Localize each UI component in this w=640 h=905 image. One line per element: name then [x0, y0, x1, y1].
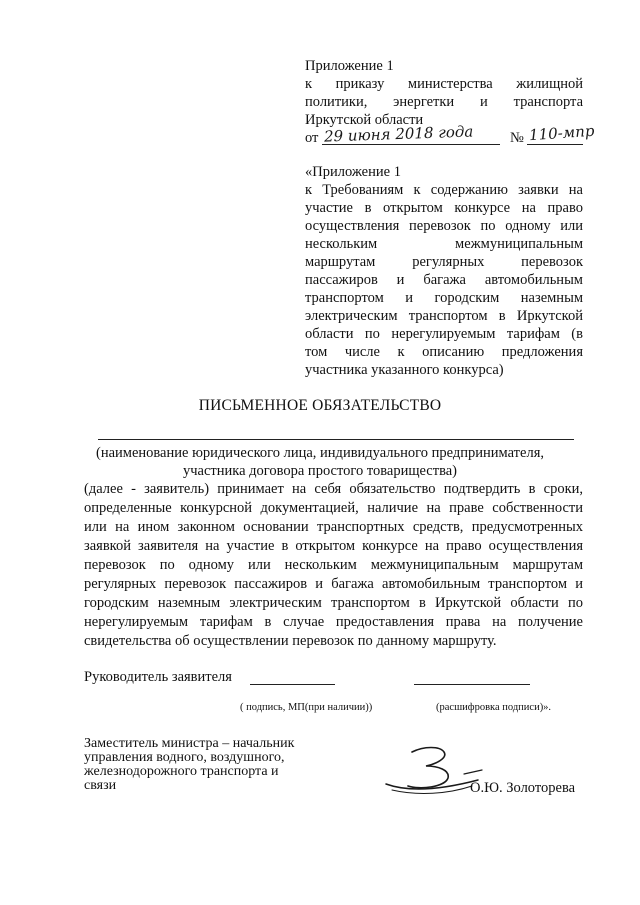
body-line-8: нерегулируемым тарифам в случае предоставления права на получение: [84, 614, 583, 630]
appendix2-line-1: к Требованиям к содержанию заявки на: [305, 182, 583, 198]
appendix2-line-8: электрическим транспортом в Иркутской: [305, 308, 583, 324]
body-line-1: (далее - заявитель) принимает на себя обязательство подтвердить в сроки,: [84, 481, 583, 497]
official-position-line-3: железнодорожного транспорта и: [84, 764, 279, 779]
appendix2-last-line: участника указанного конкурса): [305, 362, 504, 378]
body-line-7: городским наземным электрическим транспортом в Иркутской области по: [84, 595, 583, 611]
appendix2-line-6: пассажиров и багажа автомобильным: [305, 272, 583, 288]
decoding-line: [414, 684, 530, 685]
appendix1-last-line: Иркутской области: [305, 112, 424, 128]
applicant-head-label: Руководитель заявителя: [84, 669, 232, 685]
signature-line: [250, 684, 335, 685]
body-line-5: перевозок по одному или нескольким межмуниципальным маршрутам: [84, 557, 583, 573]
appendix2-title: «Приложение 1: [305, 164, 401, 180]
decoding-caption: (расшифровка подписи)».: [436, 702, 552, 713]
appendix2-line-4: нескольким межмуниципальным: [305, 236, 583, 252]
signature-caption: ( подпись, МП(при наличии)): [240, 702, 373, 713]
appendix2-line-5: маршрутам регулярных перевозок: [305, 254, 583, 270]
appendix2-line-2: участие в открытом конкурсе на право: [305, 200, 583, 216]
name-caption-line-1: (наименование юридического лица, индивидуального предпринимателя,: [96, 445, 544, 461]
body-line-3: или на ином законном основании транспортных средств, предусмотренных: [84, 519, 583, 535]
body-line-6: регулярных перевозок пассажиров и багажа автомобильным транспортом и: [84, 576, 583, 592]
name-caption-line-2: участника договора простого товарищества): [183, 463, 457, 479]
document-heading: ПИСЬМЕННОЕ ОБЯЗАТЕЛЬСТВО: [198, 397, 442, 414]
number-handwritten: 110-мпр: [528, 121, 595, 145]
official-position-line-2: управления водного, воздушного,: [84, 750, 285, 765]
appendix1-line-2: политики, энергетки и транспорта: [305, 94, 583, 110]
appendix1-date-prefix: от: [305, 130, 319, 146]
appendix2-line-7: транспортом и городским наземным: [305, 290, 583, 306]
appendix1-line-1: к приказу министерства жилищной: [305, 76, 583, 92]
appendix2-line-9: области по нерегулируемым тарифам (в: [305, 326, 583, 342]
official-name: О.Ю. Золоторева: [470, 780, 576, 796]
applicant-name-line: [98, 439, 574, 440]
body-line-4: заявкой заявителя на участие в открытом конкурсе на право осуществления: [84, 538, 583, 554]
body-line-2: определенные конкурсной документацией, наличие на праве собственности: [84, 500, 583, 516]
number-prefix: №: [510, 130, 524, 146]
date-handwritten: 29 июня 2018 года: [323, 122, 474, 146]
official-position-line-4: связи: [84, 778, 117, 793]
appendix1-title: Приложение 1: [305, 58, 394, 74]
appendix2-line-10: том числе к описанию предложения: [305, 344, 583, 360]
number-underline: [527, 144, 583, 145]
appendix2-line-3: осуществления перевозок по одному или: [305, 218, 583, 234]
official-position-line-1: Заместитель министра – начальник: [84, 736, 295, 751]
body-last-line: свидетельства об осуществлении перевозок по данному маршруту.: [84, 633, 497, 649]
